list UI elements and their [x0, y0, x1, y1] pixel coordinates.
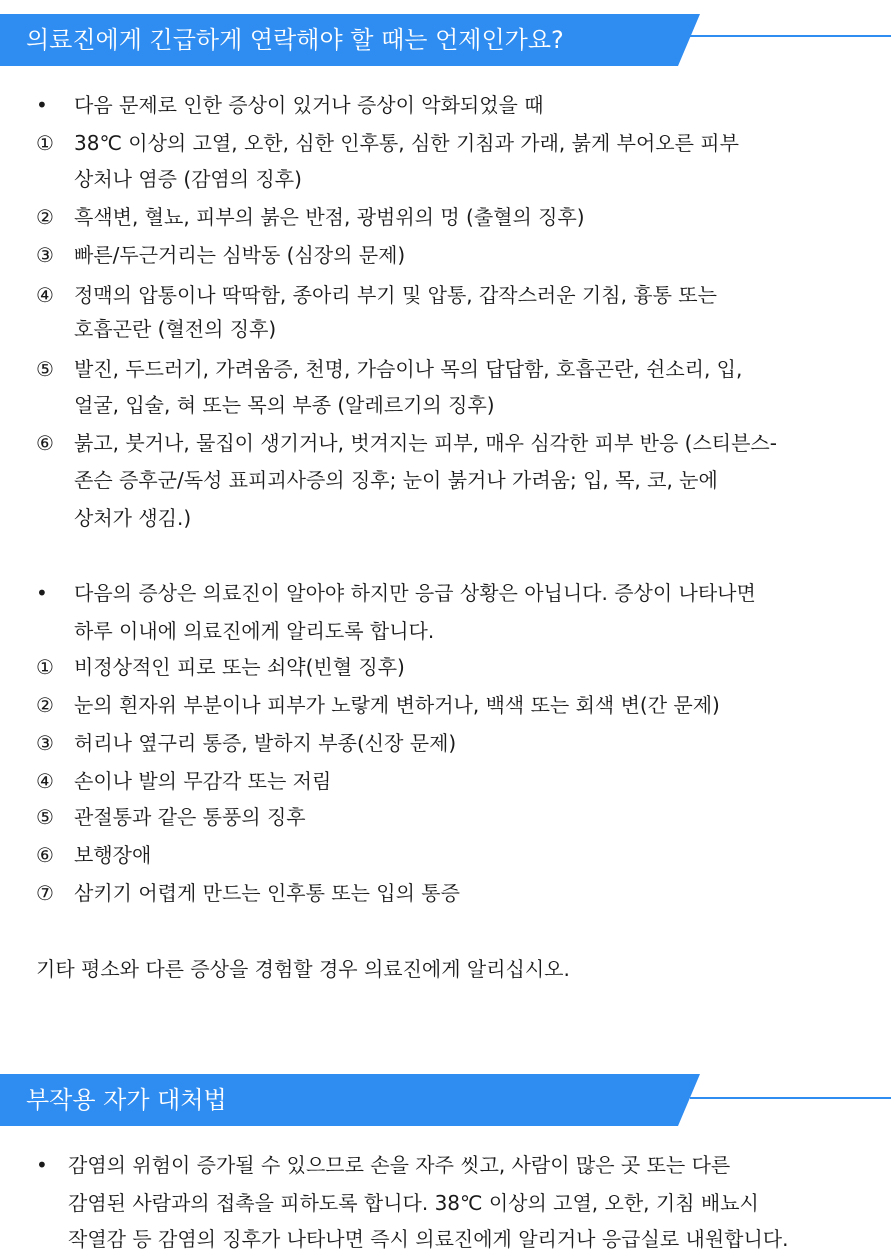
self-care-text: 감염의 위험이 증가될 수 있으므로 손을 자주 씻고, 사람이 많은 곳 또는 다른	[68, 1153, 731, 1177]
item-text: 허리나 옆구리 통증, 발하지 부종(신장 문제)	[74, 731, 457, 755]
item-marker: ③	[36, 243, 54, 267]
item-marker: ⑤	[36, 805, 54, 829]
closing-note: 기타 평소와 다른 증상을 경험할 경우 의료진에게 알리십시오.	[36, 957, 570, 981]
item-marker: ①	[36, 131, 54, 155]
item-marker: ③	[36, 731, 54, 755]
header-rule	[690, 35, 891, 37]
nonurgent-intro: 하루 이내에 의료진에게 알리도록 합니다.	[74, 619, 435, 643]
item-text: 흑색변, 혈뇨, 피부의 붉은 반점, 광범위의 멍 (출혈의 징후)	[74, 205, 585, 229]
item-marker: ⑥	[36, 431, 54, 455]
bullet-dot: •	[36, 581, 48, 605]
item-text: 보행장애	[74, 843, 152, 867]
self-care-text: 감염된 사람과의 접촉을 피하도록 합니다. 38℃ 이상의 고열, 오한, 기침 배뇨시	[68, 1191, 759, 1215]
item-text: 상처가 생김.)	[74, 506, 192, 530]
item-text: 얼굴, 입술, 혀 또는 목의 부종 (알레르기의 징후)	[74, 393, 495, 417]
bullet-dot: •	[36, 1153, 48, 1177]
item-marker: ⑤	[36, 357, 54, 381]
item-text: 발진, 두드러기, 가려움증, 천명, 가슴이나 목의 답답함, 호흡곤란, 쉰소리, 입,	[74, 357, 743, 381]
item-marker: ④	[36, 769, 54, 793]
self-care-text: 작열감 등 감염의 징후가 나타나면 즉시 의료진에게 알리거나 응급실로 내원합니다.	[68, 1227, 789, 1251]
nonurgent-intro: 다음의 증상은 의료진이 알아야 하지만 응급 상황은 아닙니다. 증상이 나타나면	[74, 581, 756, 605]
item-text: 손이나 발의 무감각 또는 저림	[74, 769, 332, 793]
item-marker: ⑦	[36, 881, 54, 905]
item-marker: ①	[36, 655, 54, 679]
section-header-emergency	[0, 14, 891, 66]
item-text: 비정상적인 피로 또는 쇠약(빈혈 징후)	[74, 655, 405, 679]
section-title: 부작용 자가 대처법	[26, 1086, 227, 1114]
section-title: 의료진에게 긴급하게 연락해야 할 때는 언제인가요?	[26, 26, 564, 54]
item-text: 38℃ 이상의 고열, 오한, 심한 인후통, 심한 기침과 가래, 붉게 부어오른 피부	[74, 131, 739, 155]
item-text: 존슨 증후군/독성 표피괴사증의 징후; 눈이 붉거나 가려움; 입, 목, 코, 눈에	[74, 468, 718, 492]
item-marker: ②	[36, 205, 54, 229]
item-text: 눈의 흰자위 부분이나 피부가 노랗게 변하거나, 백색 또는 회색 변(간 문제)	[74, 693, 720, 717]
item-text: 삼키기 어렵게 만드는 인후통 또는 입의 통증	[74, 881, 460, 905]
item-marker: ④	[36, 283, 54, 307]
item-marker: ⑥	[36, 843, 54, 867]
header-rule	[690, 1097, 891, 1099]
item-text: 빠른/두근거리는 심박동 (심장의 문제)	[74, 243, 406, 267]
item-text: 관절통과 같은 통풍의 징후	[74, 805, 306, 829]
item-text: 호흡곤란 (혈전의 징후)	[74, 317, 277, 341]
item-text: 상처나 염증 (감염의 징후)	[74, 167, 302, 191]
section-header-self-care	[0, 1074, 891, 1126]
item-marker: ②	[36, 693, 54, 717]
item-text: 정맥의 압통이나 딱딱함, 종아리 부기 및 압통, 갑작스러운 기침, 흉통 또는	[74, 283, 717, 307]
item-text: 붉고, 붓거나, 물집이 생기거나, 벗겨지는 피부, 매우 심각한 피부 반응 (스티븐스-	[74, 431, 777, 455]
urgent-intro: 다음 문제로 인한 증상이 있거나 증상이 악화되었을 때	[74, 93, 544, 117]
bullet-dot: •	[36, 93, 48, 117]
